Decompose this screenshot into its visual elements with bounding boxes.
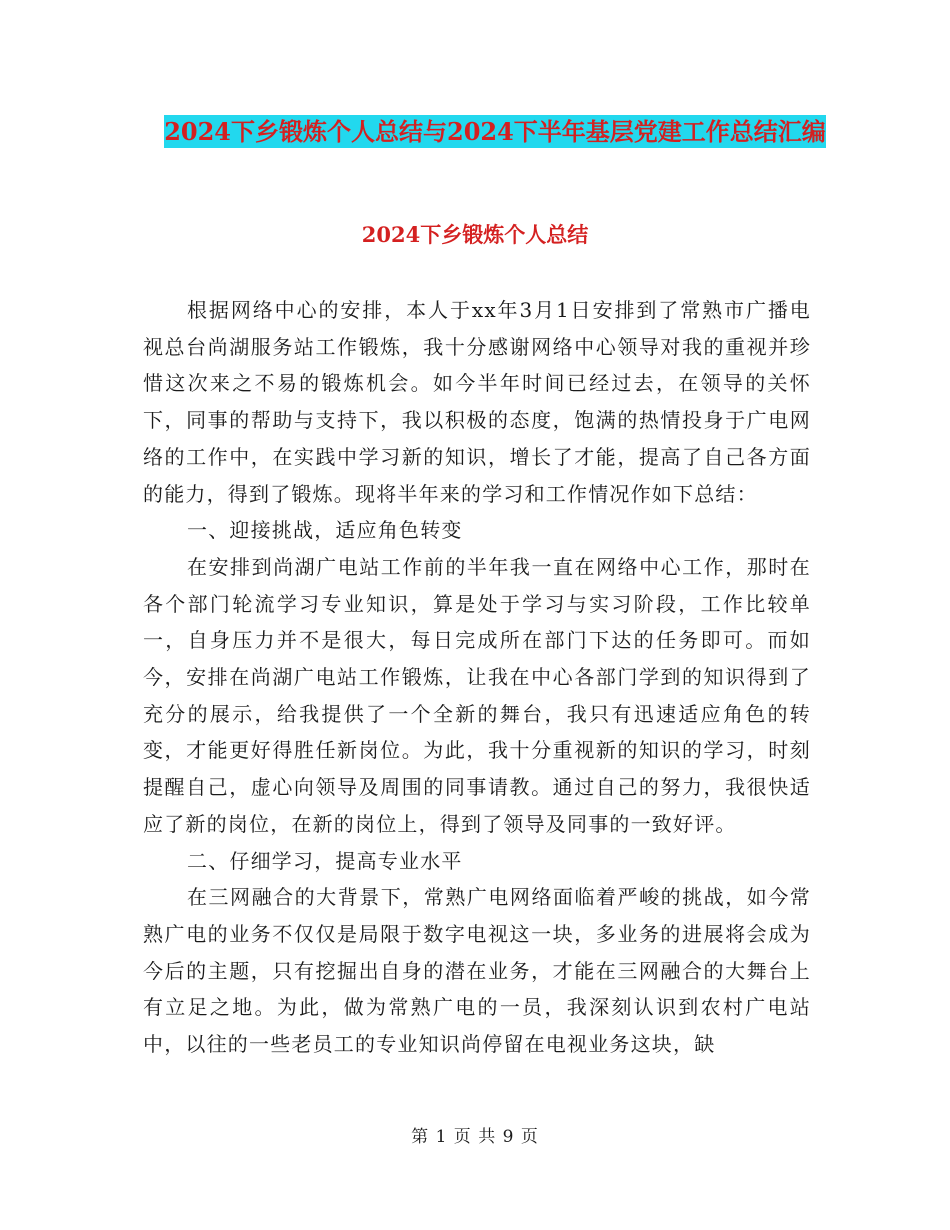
- document-body: [143, 292, 811, 1063]
- section-title: 2024下乡锻炼个人总结: [361, 222, 589, 247]
- paragraph-intro: 根据网络中心的安排，本人于xx年3月1日安排到了常熟市广播电视总台尚湖服务站工作锻炼，我十分感谢网络中心领导对我的重视并珍惜这次来之不易的锻炼机会。如今半年时间已经过去，在领导的关怀下，同事的帮助与支持下，我以积极的态度，饱满的热情投身于广电网络的工作中，在实践中学习新的知识，增长了才能，提高了自己各方面的能力，得到了锻炼。现将半年来的学习和工作情况作如下总结：: [143, 298, 811, 506]
- document-title-text: 2024下乡锻炼个人总结与2024下半年基层党建工作总结汇编: [164, 117, 826, 146]
- page-footer: 第 1 页 共 9 页: [411, 1127, 539, 1147]
- document-title: [140, 108, 850, 156]
- paragraph-one: 在安排到尚湖广电站工作前的半年我一直在网络中心工作，那时在各个部门轮流学习专业知识，算是处于学习与实习阶段，工作比较单一，自身压力并不是很大，每日完成所在部门下达的任务即可。而如今，安排在尚湖广电站工作锻炼，让我在中心各部门学到的知识得到了充分的展示，给我提供了一个全新的舞台，我只有迅速适应角色的转变，才能更好得胜任新岗位。为此，我十分重视新的知识的学习，时刻提醒自己，虚心向领导及周围的同事请教。通过自己的努力，我很快适应了新的岗位，在新的岗位上，得到了领导及同事的一致好评。: [143, 554, 811, 836]
- heading-one: 一、迎接挑战，适应角色转变: [187, 518, 463, 543]
- heading-two: 二、仔细学习，提高专业水平: [187, 848, 463, 873]
- paragraph-two: 在三网融合的大背景下，常熟广电网络面临着严峻的挑战，如今常熟广电的业务不仅仅是局限于数字电视这一块，多业务的进展将会成为今后的主题，只有挖掘出自身的潜在业务，才能在三网融合的大舞台上有立足之地。为此，做为常熟广电的一员，我深刻认识到农村广电站中，以往的一些老员工的专业知识尚停留在电视业务这块，缺: [143, 885, 811, 1057]
